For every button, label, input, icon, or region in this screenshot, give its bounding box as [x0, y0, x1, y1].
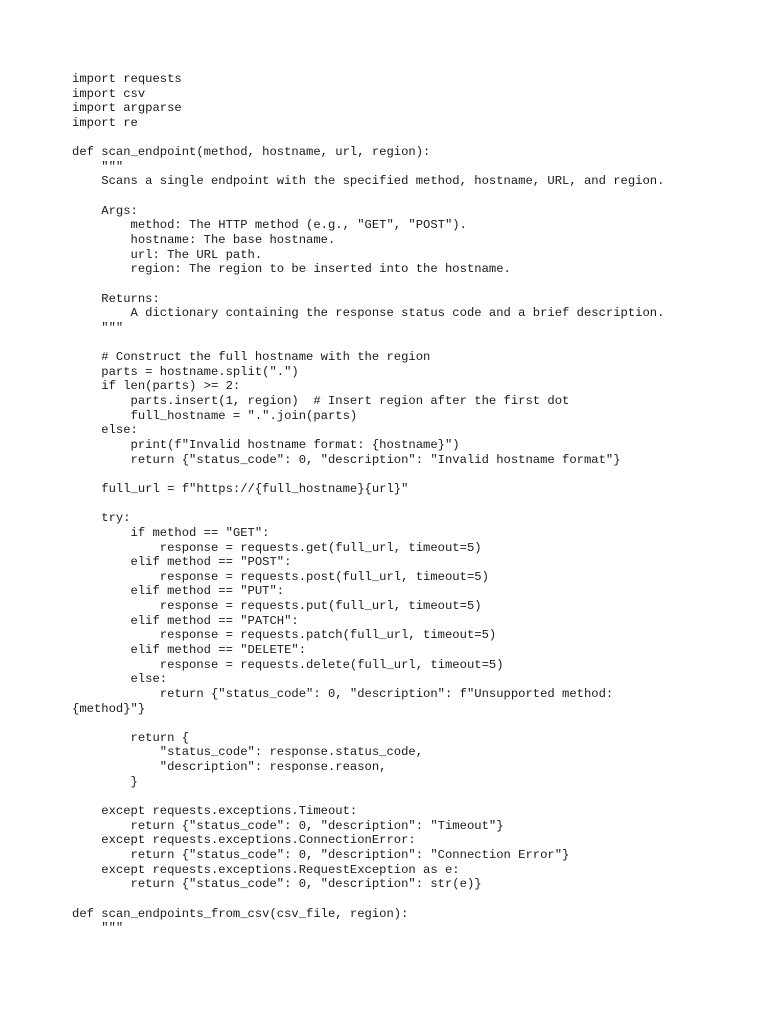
code-line: url: The URL path.: [72, 247, 263, 262]
code-line: try:: [72, 511, 131, 526]
code-line: return {: [72, 730, 190, 745]
code-line: """: [72, 320, 124, 335]
code-line: except requests.exceptions.RequestException as e:: [72, 862, 460, 877]
code-line: if len(parts) >= 2:: [72, 379, 241, 394]
code-line: response = requests.put(full_url, timeout=5): [72, 599, 482, 614]
code-line: print(f"Invalid hostname format: {hostname}"): [72, 438, 460, 453]
code-line: return {"status_code": 0, "description": f"Unsupported method:: [72, 686, 614, 701]
code-line: "description": response.reason,: [72, 760, 387, 775]
code-line: elif method == "DELETE":: [72, 642, 307, 657]
code-line: }: [72, 774, 138, 789]
code-line: [72, 336, 752, 351]
code-line: full_url = f"https://{full_hostname}{url}": [72, 481, 409, 496]
code-line: hostname: The base hostname.: [72, 233, 336, 248]
code-line: response = requests.patch(full_url, timeout=5): [72, 628, 497, 643]
code-line: import argparse: [72, 101, 182, 116]
code-line: A dictionary containing the response status code and a brief description.: [72, 306, 665, 321]
code-line: Scans a single endpoint with the specified method, hostname, URL, and region.: [72, 174, 665, 189]
code-line: response = requests.delete(full_url, timeout=5): [72, 657, 504, 672]
code-line: # Construct the full hostname with the region: [72, 350, 431, 365]
code-line: return {"status_code": 0, "description": str(e)}: [72, 877, 482, 892]
code-line: region: The region to be inserted into the hostname.: [72, 262, 511, 277]
code-line: [72, 892, 752, 907]
code-line: """: [72, 159, 124, 174]
code-line: parts.insert(1, region) # Insert region after the first dot: [72, 394, 570, 409]
code-line: [72, 131, 752, 146]
code-line: [72, 497, 752, 512]
code-line: def scan_endpoints_from_csv(csv_file, region):: [72, 906, 409, 921]
code-line: import requests: [72, 72, 182, 86]
code-line: if method == "GET":: [72, 525, 270, 540]
code-line: elif method == "POST":: [72, 555, 292, 570]
code-line: else:: [72, 672, 168, 687]
code-line: Returns:: [72, 291, 160, 306]
code-line: [72, 277, 752, 292]
code-line: elif method == "PUT":: [72, 584, 285, 599]
code-line: except requests.exceptions.Timeout:: [72, 804, 358, 819]
code-line: response = requests.get(full_url, timeout=5): [72, 540, 482, 555]
code-line: return {"status_code": 0, "description": "Connection Error"}: [72, 847, 570, 862]
code-line: return {"status_code": 0, "description": "Invalid hostname format"}: [72, 452, 621, 467]
code-line: import csv: [72, 86, 146, 101]
code-line: except requests.exceptions.ConnectionError:: [72, 833, 416, 848]
code-line: full_hostname = ".".join(parts): [72, 408, 358, 423]
code-line: return {"status_code": 0, "description": "Timeout"}: [72, 818, 504, 833]
code-line: {method}"}: [72, 701, 146, 716]
code-line: """: [72, 921, 124, 936]
code-line: "status_code": response.status_code,: [72, 745, 424, 760]
code-block: [72, 72, 752, 936]
code-line: [72, 716, 752, 731]
code-line: else:: [72, 423, 138, 438]
code-line: [72, 789, 752, 804]
code-line: parts = hostname.split("."): [72, 364, 299, 379]
code-line: response = requests.post(full_url, timeout=5): [72, 569, 489, 584]
code-line: [72, 467, 752, 482]
code-line: method: The HTTP method (e.g., "GET", "POST").: [72, 218, 467, 233]
code-line: Args:: [72, 203, 138, 218]
code-line: def scan_endpoint(method, hostname, url, region):: [72, 145, 431, 160]
code-line: [72, 189, 752, 204]
code-line: import re: [72, 115, 138, 130]
code-line: elif method == "PATCH":: [72, 613, 299, 628]
